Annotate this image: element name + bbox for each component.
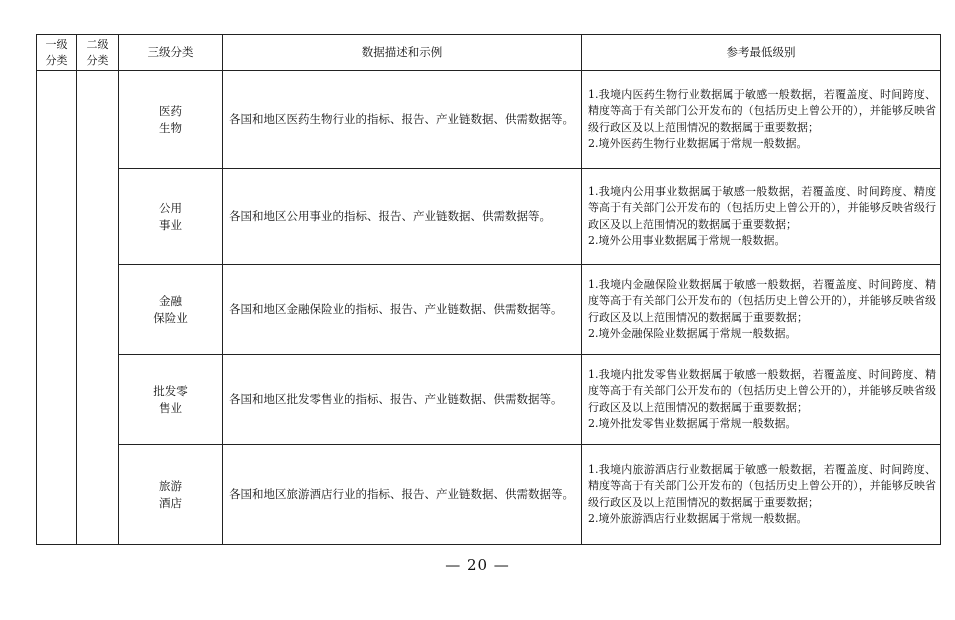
category-cell [119, 71, 223, 169]
reference-line: 1.我境内公用事业数据属于敏感一般数据，若覆盖度、时间跨度、精度等高于有关部门公开发布的（包括历史上曾公开的），并能够反映省级行政区及以上范围情况的数据属于重要数据； [588, 184, 936, 231]
category-line: 医药 [159, 103, 182, 118]
table-row [37, 265, 941, 355]
category-cell [119, 355, 223, 445]
reference-line: 2.境外医药生物行业数据属于常规一般数据。 [588, 137, 808, 150]
table-row [37, 169, 941, 265]
reference-line: 1.我境内金融保险业数据属于敏感一般数据，若覆盖度、时间跨度、精度等高于有关部门公开发布的（包括历史上曾公开的），并能够反映省级行政区及以上范围情况的数据属于重要数据； [588, 277, 936, 324]
category-cell [119, 265, 223, 355]
reference-line: 1.我境内旅游酒店行业数据属于敏感一般数据，若覆盖度、时间跨度、精度等高于有关部门公开发布的（包括历史上曾公开的），并能够反映省级行政区及以上范围情况的数据属于重要数据； [588, 462, 936, 509]
reference-line: 2.境外金融保险业数据属于常规一般数据。 [588, 327, 797, 340]
header-level2-line2: 分类 [86, 53, 109, 67]
reference-line: 2.境外批发零售业数据属于常规一般数据。 [588, 417, 797, 430]
description-cell: 各国和地区批发零售业的指标、报告、产业链数据、供需数据等。 [223, 355, 582, 445]
category-line: 公用 [159, 200, 182, 215]
description-cell: 各国和地区金融保险业的指标、报告、产业链数据、供需数据等。 [223, 265, 582, 355]
header-level1 [37, 35, 77, 71]
reference-line: 2.境外旅游酒店行业数据属于常规一般数据。 [588, 512, 808, 525]
reference-cell [582, 445, 941, 545]
header-level2 [77, 35, 119, 71]
description-cell: 各国和地区旅游酒店行业的指标、报告、产业链数据、供需数据等。 [223, 445, 582, 545]
classification-table [36, 34, 941, 545]
table-row [37, 71, 941, 169]
header-level2-line1: 二级 [86, 37, 109, 51]
reference-cell [582, 355, 941, 445]
level1-cell [37, 71, 77, 545]
category-line: 事业 [159, 217, 182, 232]
category-line: 酒店 [159, 495, 182, 510]
table-row [37, 445, 941, 545]
reference-cell [582, 169, 941, 265]
header-description: 数据描述和示例 [223, 35, 582, 71]
reference-line: 1.我境内批发零售业数据属于敏感一般数据，若覆盖度、时间跨度、精度等高于有关部门公开发布的（包括历史上曾公开的），并能够反映省级行政区及以上范围情况的数据属于重要数据； [588, 367, 936, 414]
header-reference: 参考最低级别 [582, 35, 941, 71]
category-cell [119, 445, 223, 545]
reference-line: 1.我境内医药生物行业数据属于敏感一般数据，若覆盖度、时间跨度、精度等高于有关部门公开发布的（包括历史上曾公开的），并能够反映省级行政区及以上范围情况的数据属于重要数据； [588, 87, 936, 134]
category-line: 旅游 [159, 478, 182, 493]
category-line: 金融 [159, 293, 182, 308]
header-level3: 三级分类 [119, 35, 223, 71]
category-line: 生物 [159, 120, 182, 135]
category-line: 保险业 [153, 310, 188, 325]
description-cell: 各国和地区公用事业的指标、报告、产业链数据、供需数据等。 [223, 169, 582, 265]
reference-line: 2.境外公用事业数据属于常规一般数据。 [588, 234, 786, 247]
reference-cell [582, 265, 941, 355]
category-line: 售业 [159, 400, 182, 415]
table-row [37, 355, 941, 445]
level2-cell [77, 71, 119, 545]
category-line: 批发零 [153, 383, 188, 398]
reference-cell [582, 71, 941, 169]
table-header-row [37, 35, 941, 71]
page-number: — 20 — [445, 556, 510, 574]
description-cell: 各国和地区医药生物行业的指标、报告、产业链数据、供需数据等。 [223, 71, 582, 169]
header-level1-line1: 一级 [45, 37, 68, 51]
header-level1-line2: 分类 [45, 53, 68, 67]
category-cell [119, 169, 223, 265]
